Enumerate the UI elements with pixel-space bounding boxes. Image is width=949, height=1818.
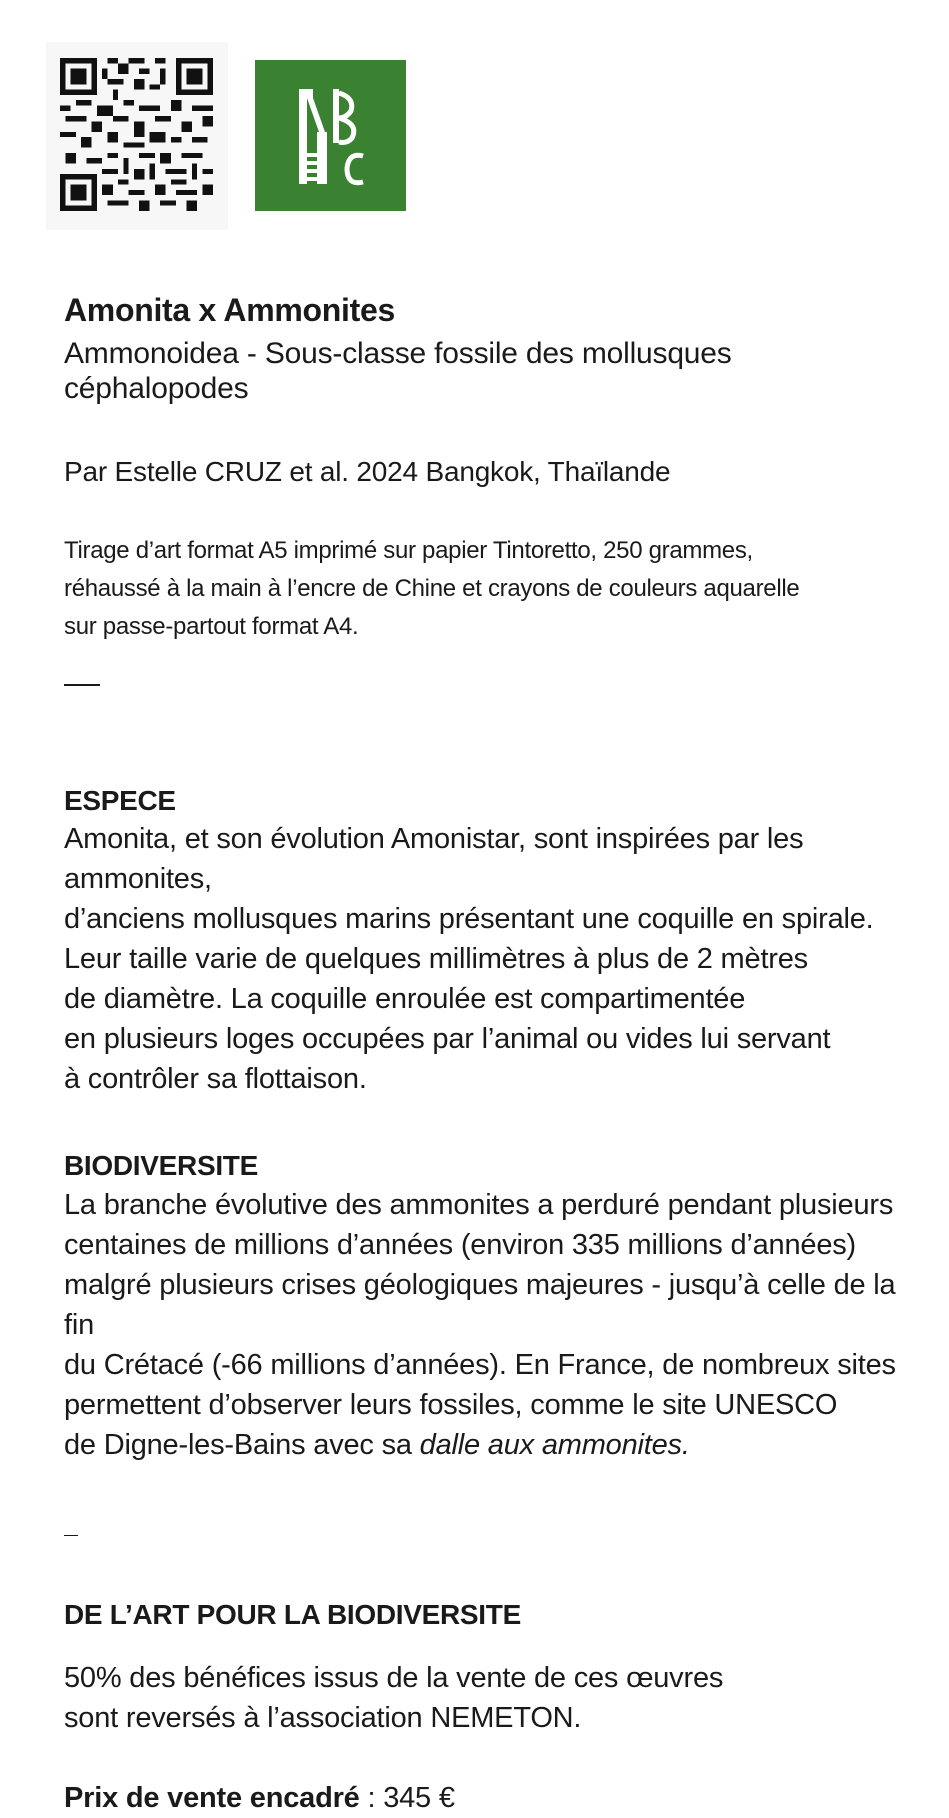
technique-line: Tirage d’art format A5 imprimé sur papier Tintoretto, 250 grammes,: [64, 537, 753, 565]
nbc-logo-icon: [255, 60, 406, 211]
dalle-aux-ammonites-text: dalle aux ammonites.: [419, 1428, 690, 1461]
espece-line: à contrôler sa flottaison.: [64, 1063, 367, 1096]
qr-code-icon: [60, 58, 213, 211]
qr-code[interactable]: [46, 42, 228, 230]
biodiversite-line: du Crétacé (-66 millions d’années). En France, de nombreux sites: [64, 1348, 896, 1381]
biodiversite-line: permettent d’observer leurs fossiles, comme le site UNESCO: [64, 1388, 838, 1421]
technique-line: réhaussé à la main à l’encre de Chine et crayons de couleurs aquarelle: [64, 575, 800, 603]
biodiversite-line: La branche évolutive des ammonites a perduré pendant plusieurs: [64, 1188, 894, 1221]
author-line: Par Estelle CRUZ et al. 2024 Bangkok, Thaïlande: [64, 455, 671, 487]
section-divider: [64, 1535, 78, 1537]
section-divider: [64, 684, 100, 686]
biodiversite-line: malgré plusieurs crises géologiques majeures - jusqu’à celle de la fin: [64, 1268, 896, 1341]
artwork-title: Amonita x Ammonites: [64, 292, 395, 328]
artwork-description: [64, 292, 924, 1818]
art-line: 50% des bénéfices issus de la vente de ces œuvres: [64, 1661, 724, 1694]
price-line: [64, 1778, 924, 1818]
biodiversite-line: centaines de millions d’années (environ 335 millions d’années): [64, 1228, 857, 1261]
espece-line: en plusieurs loges occupées par l’animal ou vides lui servant: [64, 1023, 831, 1056]
artwork-subtitle: Ammonoidea - Sous-classe fossile des mollusques céphalopodes: [64, 336, 732, 406]
price-value: 345 €: [383, 1781, 455, 1814]
biodiversite-last-line: [64, 1425, 904, 1465]
espece-line: Leur taille varie de quelques millimètres à plus de 2 mètres: [64, 943, 808, 976]
art-heading: DE L’ART POUR LA BIODIVERSITE: [64, 1599, 521, 1631]
espece-line: d’anciens mollusques marins présentant une coquille en spirale.: [64, 903, 874, 936]
art-line: sont reversés à l’association NEMETON.: [64, 1701, 582, 1734]
espece-text: [64, 819, 904, 1099]
technique-line: sur passe-partout format A4.: [64, 613, 359, 641]
biodiversite-last-line-text: de Digne-les-Bains avec sa: [64, 1428, 420, 1461]
nbc-logo[interactable]: [255, 60, 406, 211]
art-text: [64, 1658, 904, 1738]
espece-heading: ESPECE: [64, 784, 176, 816]
price-label: Prix de vente encadré: [64, 1781, 360, 1814]
biodiversite-text: [64, 1185, 904, 1465]
technique-description: [64, 532, 824, 646]
espece-line: Amonita, et son évolution Amonistar, sont inspirées par les ammonites,: [64, 823, 804, 896]
price-separator: :: [359, 1781, 384, 1814]
espece-line: de diamètre. La coquille enroulée est compartimentée: [64, 983, 746, 1016]
biodiversite-heading: BIODIVERSITE: [64, 1150, 258, 1182]
